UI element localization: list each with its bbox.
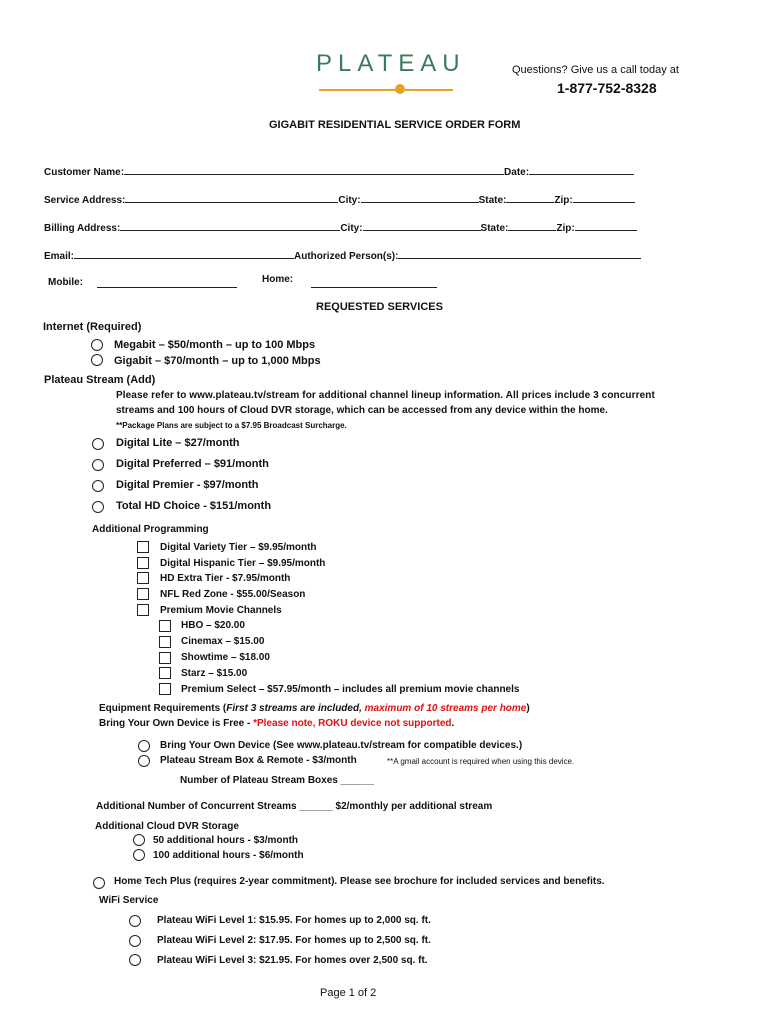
wifi-level2-label: Plateau WiFi Level 2: $17.95. For homes up to 2,500 sq. ft. <box>157 935 431 946</box>
home-input[interactable] <box>311 276 437 288</box>
byod-radio[interactable] <box>138 740 150 752</box>
digital-preferred-label: Digital Preferred – $91/month <box>116 458 269 470</box>
logo-sun-icon <box>395 84 405 94</box>
wifi-level1-radio[interactable] <box>129 915 141 927</box>
service-address-input[interactable] <box>125 191 338 203</box>
digital-lite-radio[interactable] <box>92 438 104 450</box>
date-input[interactable] <box>529 163 634 175</box>
digital-variety-label: Digital Variety Tier – $9.95/month <box>160 542 317 553</box>
equipment-req-prefix: Equipment Requirements ( <box>99 703 227 714</box>
dvr-heading: Additional Cloud DVR Storage <box>95 821 239 832</box>
dvr-100-label: 100 additional hours - $6/month <box>153 850 304 861</box>
stream-box-radio[interactable] <box>138 755 150 767</box>
service-zip-label: Zip: <box>554 195 573 206</box>
stream-note: **Package Plans are subject to a $7.95 Broadcast Surcharge. <box>116 421 347 430</box>
total-hd-choice-label: Total HD Choice - $151/month <box>116 500 272 512</box>
wifi-heading: WiFi Service <box>99 895 159 906</box>
digital-hispanic-label: Digital Hispanic Tier – $9.95/month <box>160 558 326 569</box>
wifi-level1-label: Plateau WiFi Level 1: $15.95. For homes up to 2,000 sq. ft. <box>157 915 431 926</box>
additional-programming-heading: Additional Programming <box>92 524 209 535</box>
page-number: Page 1 of 2 <box>320 987 377 999</box>
premium-movie-label: Premium Movie Channels <box>160 605 282 616</box>
digital-variety-checkbox[interactable] <box>137 541 149 553</box>
billing-city-label: City: <box>340 223 363 234</box>
wifi-level3-radio[interactable] <box>129 954 141 966</box>
home-tech-radio[interactable] <box>93 877 105 889</box>
home-label: Home: <box>262 274 294 285</box>
gigabit-option <box>114 355 321 367</box>
premium-movie-checkbox[interactable] <box>137 604 149 616</box>
cinemax-label: Cinemax – $15.00 <box>181 636 265 647</box>
digital-hispanic-checkbox[interactable] <box>137 557 149 569</box>
mobile-input[interactable] <box>97 276 237 288</box>
gigabit-label: Gigabit <box>114 355 152 367</box>
mobile-label: Mobile: <box>48 277 83 288</box>
home-tech-label: Home Tech Plus (requires 2-year commitment). Please see brochure for included services and benefits. <box>114 876 605 887</box>
phone-number: 1-877-752-8328 <box>557 80 657 96</box>
authorized-person-input[interactable] <box>398 247 641 259</box>
equipment-req-italic: First 3 streams are included, <box>226 703 365 714</box>
starz-label: Starz – $15.00 <box>181 668 248 679</box>
billing-state-label: State: <box>480 223 509 234</box>
stream-boxes-count: Number of Plateau Stream Boxes ______ <box>180 775 374 786</box>
premium-select-checkbox[interactable] <box>159 683 171 695</box>
premium-select-label: Premium Select – $57.95/month – includes all premium movie channels <box>181 684 520 695</box>
megabit-label: Megabit <box>114 339 156 351</box>
megabit-detail: – $50/month – up to 100 Mbps <box>158 339 316 351</box>
cinemax-checkbox[interactable] <box>159 636 171 648</box>
dvr-50-label: 50 additional hours - $3/month <box>153 835 299 846</box>
billing-state-input[interactable] <box>508 219 556 231</box>
showtime-checkbox[interactable] <box>159 652 171 664</box>
billing-address-row <box>44 219 637 234</box>
logo-underline-right <box>405 89 453 91</box>
service-address-row <box>44 191 635 206</box>
hbo-label: HBO – $20.00 <box>181 620 245 631</box>
billing-address-label: Billing Address: <box>44 223 121 234</box>
stream-info-line1: Please refer to www.plateau.tv/stream for additional channel lineup information. All prices include 3 concurrent <box>116 390 655 401</box>
total-hd-choice-radio[interactable] <box>92 501 104 513</box>
service-state-input[interactable] <box>506 191 554 203</box>
form-title: GIGABIT RESIDENTIAL SERVICE ORDER FORM <box>269 119 521 131</box>
starz-checkbox[interactable] <box>159 667 171 679</box>
hbo-checkbox[interactable] <box>159 620 171 632</box>
customer-name-row <box>44 163 634 178</box>
digital-premier-label: Digital Premier - $97/month <box>116 479 259 491</box>
nfl-red-zone-checkbox[interactable] <box>137 588 149 600</box>
wifi-level2-radio[interactable] <box>129 935 141 947</box>
stream-box-label: Plateau Stream Box & Remote - $3/month <box>160 755 357 766</box>
internet-heading: Internet (Required) <box>43 321 142 333</box>
email-row <box>44 247 641 262</box>
stream-heading: Plateau Stream (Add) <box>44 374 156 386</box>
service-address-label: Service Address: <box>44 195 126 206</box>
logo-underline <box>319 89 397 91</box>
byod-label: Bring Your Own Device (See www.plateau.tv/stream for compatible devices.) <box>160 740 523 751</box>
questions-text: Questions? Give us a call today at <box>512 64 679 76</box>
byod-prefix: Bring Your Own Device is Free - <box>99 718 254 729</box>
digital-lite-label: Digital Lite – $27/month <box>116 437 240 449</box>
requested-services-heading: REQUESTED SERVICES <box>316 301 443 313</box>
dvr-50-radio[interactable] <box>133 834 145 846</box>
byod-free-line <box>99 718 454 729</box>
email-input[interactable] <box>74 247 294 259</box>
hd-extra-label: HD Extra Tier - $7.95/month <box>160 573 291 584</box>
customer-name-input[interactable] <box>124 163 504 175</box>
billing-address-input[interactable] <box>120 219 340 231</box>
billing-city-input[interactable] <box>363 219 481 231</box>
showtime-label: Showtime – $18.00 <box>181 652 270 663</box>
dvr-100-radio[interactable] <box>133 849 145 861</box>
equipment-req-suffix: ) <box>526 703 530 714</box>
stream-info-line2: streams and 100 hours of Cloud DVR storage, which can be accessed from any device within the home. <box>116 405 608 416</box>
service-zip-input[interactable] <box>573 191 635 203</box>
digital-preferred-radio[interactable] <box>92 459 104 471</box>
billing-zip-input[interactable] <box>575 219 637 231</box>
equipment-requirements <box>99 703 530 714</box>
digital-premier-radio[interactable] <box>92 480 104 492</box>
megabit-option <box>114 339 315 351</box>
customer-name-label: Customer Name: <box>44 167 125 178</box>
service-city-input[interactable] <box>361 191 479 203</box>
email-label: Email: <box>44 251 75 262</box>
equipment-req-max: maximum of 10 streams per home <box>364 703 527 714</box>
roku-warning: *Please note, ROKU device not supported <box>253 718 452 729</box>
gmail-note: **A gmail account is required when using this device. <box>387 757 575 766</box>
authorized-person-label: Authorized Person(s): <box>294 251 399 262</box>
service-state-label: State: <box>478 195 507 206</box>
gigabit-detail: – $70/month – up to 1,000 Mbps <box>154 355 321 367</box>
concurrent-streams: Additional Number of Concurrent Streams ______ $2/monthly per additional stream <box>96 801 493 812</box>
nfl-red-zone-label: NFL Red Zone - $55.00/Season <box>160 589 306 600</box>
gigabit-radio[interactable] <box>91 354 103 366</box>
date-label: Date: <box>504 167 530 178</box>
billing-zip-label: Zip: <box>556 223 575 234</box>
wifi-level3-label: Plateau WiFi Level 3: $21.95. For homes over 2,500 sq. ft. <box>157 955 428 966</box>
byod-suffix: . <box>451 718 455 729</box>
hd-extra-checkbox[interactable] <box>137 572 149 584</box>
service-city-label: City: <box>338 195 361 206</box>
megabit-radio[interactable] <box>91 339 103 351</box>
logo: PLATEAU <box>316 50 466 77</box>
